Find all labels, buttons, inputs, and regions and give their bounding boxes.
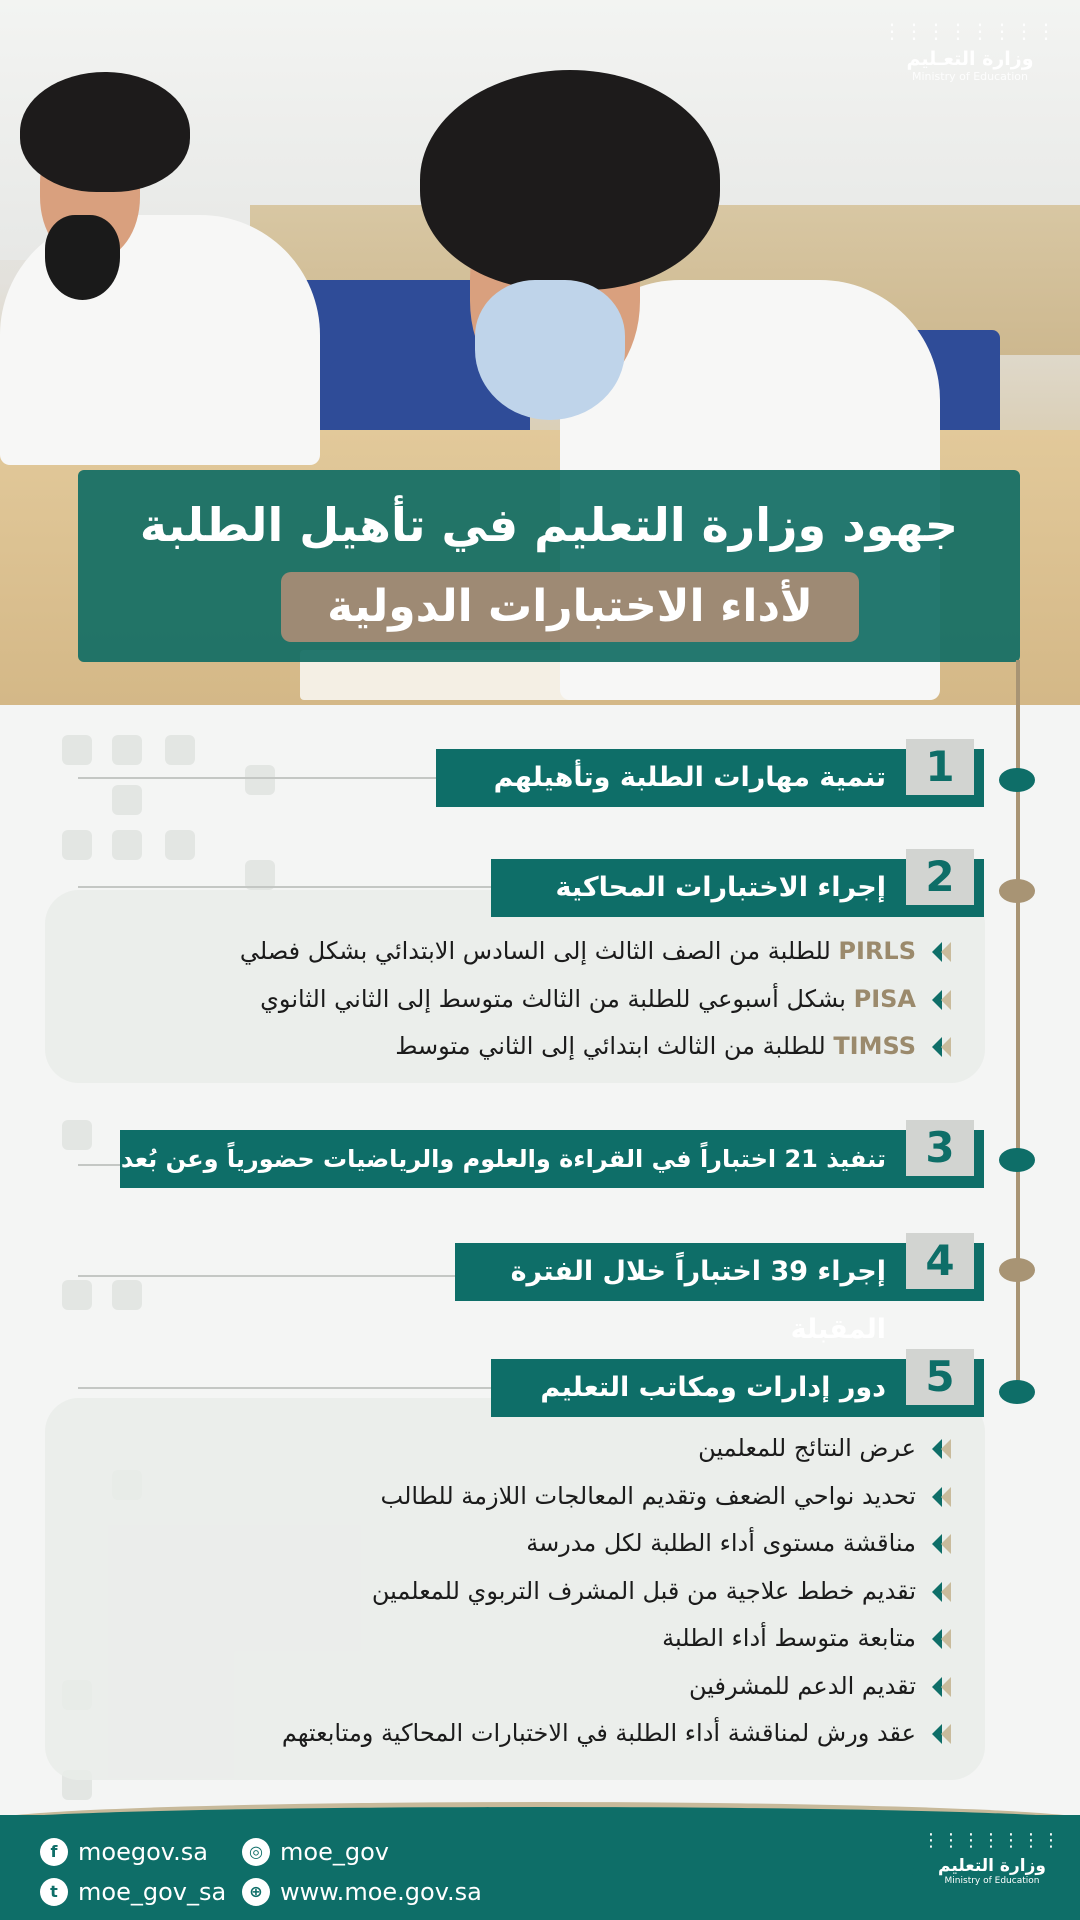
deco-square [112, 830, 142, 860]
list-item [282, 1568, 952, 1616]
timeline-node-4 [999, 1258, 1035, 1282]
role-text: مناقشة مستوى أداء الطلبة لكل مدرسة [526, 1529, 916, 1557]
deco-square [165, 830, 195, 860]
step-3-bar [120, 1130, 984, 1188]
step-3-number: 3 [906, 1120, 974, 1176]
deco-square [112, 785, 142, 815]
timeline-node-2 [999, 879, 1035, 903]
divider-line [78, 1164, 123, 1166]
facebook-icon: f [40, 1838, 68, 1866]
divider-line [78, 1387, 493, 1389]
deco-square [112, 1280, 142, 1310]
roles-list [282, 1425, 952, 1758]
timeline-node-5 [999, 1380, 1035, 1404]
logo-arabic: وزارة التعليم [938, 1856, 1046, 1876]
student-hair [20, 72, 190, 192]
instagram-link[interactable] [242, 1838, 389, 1866]
test-description: للطلبة من الثالث ابتدائي إلى الثاني متوسط [395, 1032, 826, 1060]
chevron-left-icon [930, 1675, 952, 1699]
website-url: www.moe.gov.sa [280, 1878, 482, 1906]
role-text: تحديد نواحي الضعف وتقديم المعالجات اللازمة للطالب [380, 1481, 916, 1510]
step-1-bar [436, 749, 984, 807]
twitter-handle: moe_gov_sa [78, 1878, 227, 1906]
deco-square [62, 1120, 92, 1150]
timeline-node-1 [999, 768, 1035, 792]
step-4-bar [455, 1243, 984, 1345]
test-code: TIMSS [833, 1032, 916, 1060]
facebook-handle: moegov.sa [78, 1838, 208, 1866]
test-code: PISA [853, 984, 916, 1013]
role-text: عرض النتائج للمعلمين [698, 1434, 916, 1462]
chevron-left-icon [930, 988, 952, 1012]
twitter-link[interactable] [40, 1878, 226, 1906]
logo-english: Ministry of Education [944, 1876, 1040, 1886]
deco-square [245, 765, 275, 795]
page-subtitle: لأداء الاختبارات الدولية [281, 572, 859, 642]
chevron-left-icon [930, 1485, 952, 1509]
list-item [282, 1520, 952, 1568]
step-5-label: دور إدارات ومكاتب التعليم [540, 1372, 886, 1403]
logo-dots-icon: ⋮⋮⋮⋮⋮⋮⋮ [922, 1830, 1062, 1851]
list-item [240, 1023, 952, 1071]
logo-arabic: وزارة التعـليم [906, 48, 1034, 70]
deco-square [62, 1280, 92, 1310]
timeline-node-3 [999, 1148, 1035, 1172]
list-item [282, 1473, 952, 1521]
instagram-icon: ◎ [242, 1838, 270, 1866]
hero-photo [0, 0, 1080, 705]
instagram-handle: moe_gov [280, 1838, 389, 1866]
page-title: جهود وزارة التعليم في تأهيل الطلبة [139, 498, 959, 552]
website-link[interactable] [242, 1878, 482, 1906]
deco-square [112, 735, 142, 765]
globe-icon: ⊕ [242, 1878, 270, 1906]
divider-line [78, 886, 493, 888]
deco-square [62, 735, 92, 765]
divider-line [78, 777, 438, 779]
moe-logo-top [880, 20, 1060, 83]
list-item [240, 976, 952, 1024]
step-2-label: إجراء الاختبارات المحاكية [555, 872, 886, 903]
role-text: تقديم الدعم للمشرفين [689, 1671, 916, 1700]
moe-logo-bottom [912, 1822, 1072, 1920]
list-item [240, 928, 952, 976]
logo-english: Ministry of Education [911, 70, 1028, 83]
black-mask [45, 215, 120, 300]
title-box [78, 470, 1020, 662]
role-text: تقديم خطط علاجية من قبل المشرف التربوي للمعلمين [371, 1576, 916, 1605]
chevron-left-icon [930, 940, 952, 964]
list-item [282, 1615, 952, 1663]
chevron-left-icon [930, 1035, 952, 1059]
role-text: عقد ورش لمناقشة أداء الطلبة في الاختبارات المحاكية ومتابعتهم [281, 1719, 916, 1747]
deco-square [62, 830, 92, 860]
test-description: للطلبة من الصف الثالث إلى السادس الابتدائي بشكل فصلي [239, 937, 831, 965]
divider-line [78, 1275, 458, 1277]
list-item [282, 1710, 952, 1758]
step-1-number: 1 [906, 739, 974, 795]
chevron-left-icon [930, 1580, 952, 1604]
step-1-label: تنمية مهارات الطلبة وتأهيلهم [493, 762, 886, 793]
facebook-link[interactable] [40, 1838, 208, 1866]
step-2-number: 2 [906, 849, 974, 905]
test-code: PIRLS [838, 937, 916, 965]
chevron-left-icon [930, 1722, 952, 1746]
twitter-icon: t [40, 1878, 68, 1906]
chevron-left-icon [930, 1532, 952, 1556]
role-text: متابعة متوسط أداء الطلبة [662, 1624, 916, 1652]
logo-dots-icon: ⋮⋮⋮⋮⋮⋮⋮⋮ [882, 19, 1058, 43]
tests-list [240, 928, 952, 1071]
blue-mask [475, 280, 625, 420]
chevron-left-icon [930, 1437, 952, 1461]
step-3-label: تنفيذ 21 اختباراً في القراءة والعلوم والرياضيات حضورياً وعن بُعد [120, 1145, 886, 1173]
list-item [282, 1425, 952, 1473]
deco-square [165, 735, 195, 765]
step-5-number: 5 [906, 1349, 974, 1405]
step-4-label: إجراء 39 اختباراً خلال الفترة المقبلة [510, 1256, 886, 1345]
test-description: بشكل أسبوعي للطلبة من الثالث متوسط إلى الثاني الثانوي [260, 984, 846, 1013]
student-hair [420, 70, 720, 290]
step-4-number: 4 [906, 1233, 974, 1289]
list-item [282, 1663, 952, 1711]
chevron-left-icon [930, 1627, 952, 1651]
